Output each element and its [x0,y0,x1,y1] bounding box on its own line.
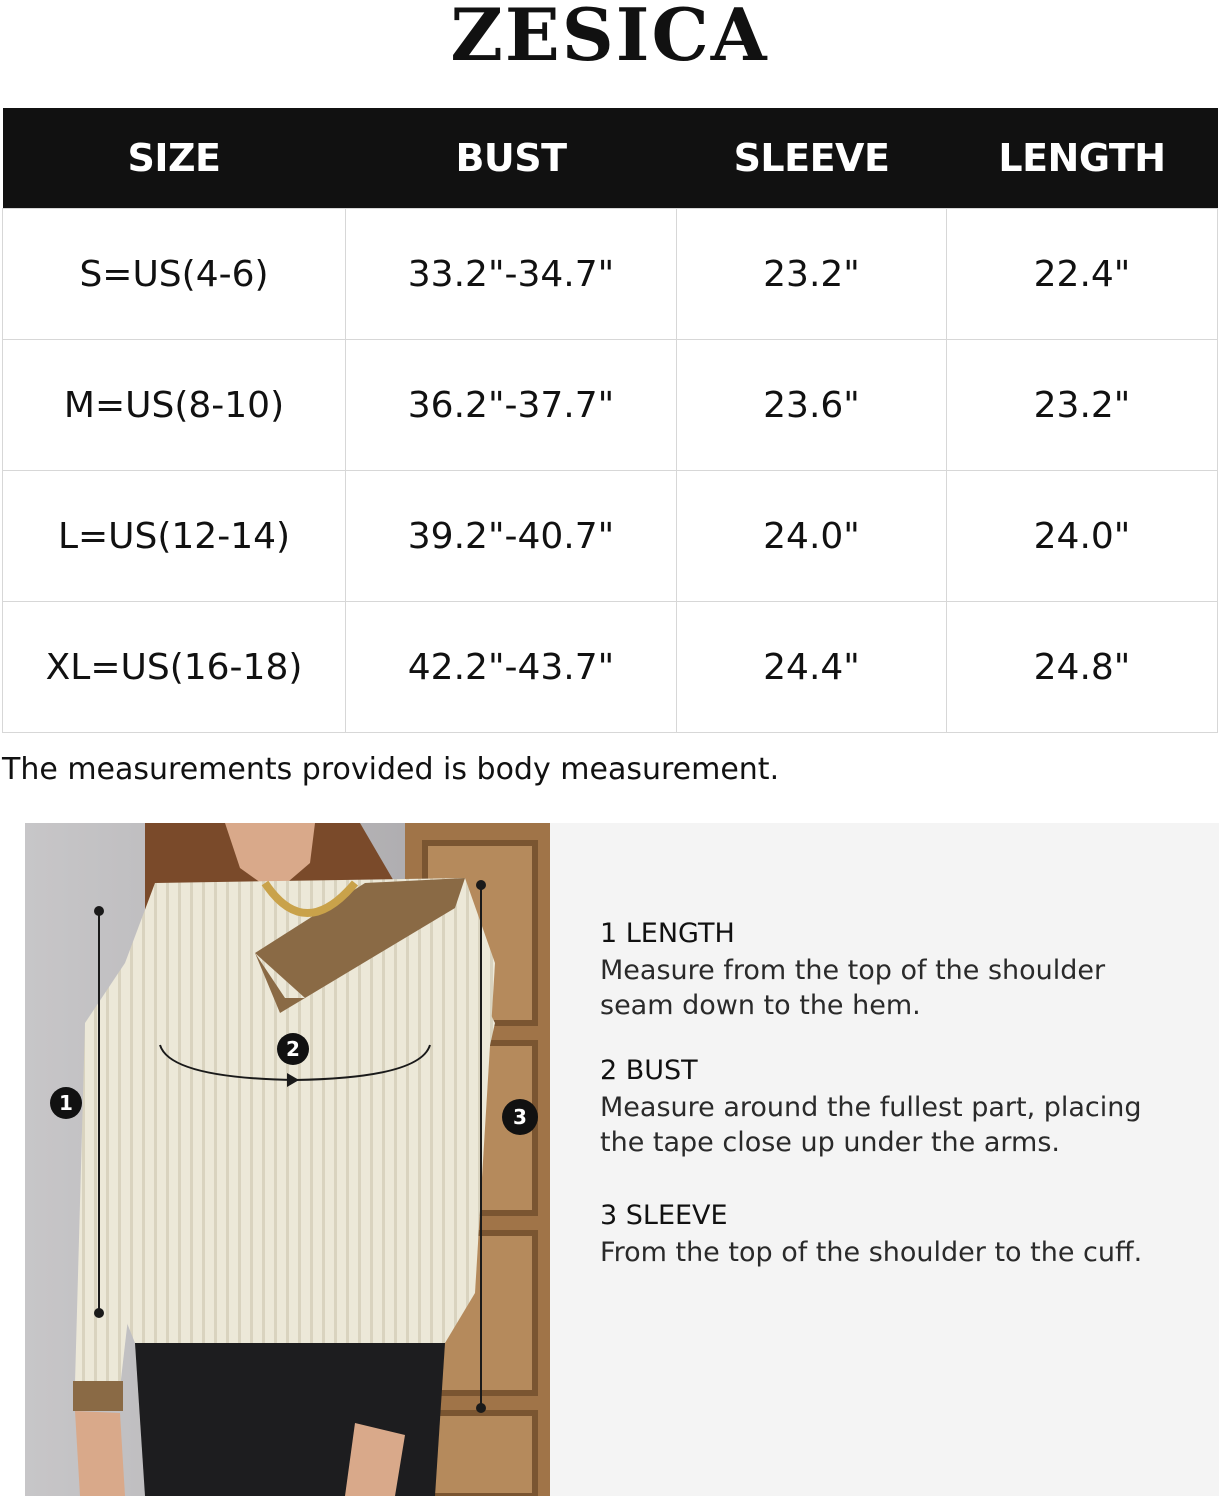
cell-length: 22.4" [947,209,1218,340]
guide-bust-title: 2 BUST [600,1055,698,1086]
cell-sleeve: 24.0" [677,471,947,602]
svg-text:1: 1 [59,1091,73,1115]
brand-logo: ZESICA [450,0,769,77]
guide-length [600,918,1200,1023]
marker-2 [277,1033,309,1065]
marker-3 [502,1099,538,1135]
guide-sleeve-desc: From the top of the shoulder to the cuff. [600,1237,1143,1268]
cell-length: 24.8" [947,602,1218,733]
cell-size: XL=US(16-18) [3,602,346,733]
guide-length-desc: Measure from the top of the shoulder [600,955,1106,986]
size-chart-table [2,108,1218,733]
cell-size: S=US(4-6) [3,209,346,340]
guide-length-title: 1 LENGTH [600,918,735,949]
cell-bust: 33.2"-34.7" [346,209,677,340]
left-cuff [73,1381,123,1411]
header-sleeve: SLEEVE [677,108,947,209]
measurement-guide-panel [550,823,1219,1496]
guide-bust-desc: the tape close up under the arms. [600,1127,1060,1158]
cell-bust: 42.2"-43.7" [346,602,677,733]
guide-bust-desc: Measure around the fullest part, placing [600,1092,1142,1123]
header-length: LENGTH [947,108,1218,209]
measurement-note: The measurements provided is body measurement. [2,752,780,787]
header-bust: BUST [346,108,677,209]
marker-1 [50,1087,82,1119]
model-photo [25,823,550,1496]
table-row [3,340,1218,471]
cell-length: 24.0" [947,471,1218,602]
cell-size: M=US(8-10) [3,340,346,471]
guide-bust [600,1055,1200,1160]
cell-sleeve: 24.4" [677,602,947,733]
cell-size: L=US(12-14) [3,471,346,602]
table-row [3,209,1218,340]
table-row [3,602,1218,733]
cell-bust: 39.2"-40.7" [346,471,677,602]
table-row [3,471,1218,602]
cell-length: 23.2" [947,340,1218,471]
guide-length-desc: seam down to the hem. [600,990,921,1021]
svg-text:2: 2 [286,1037,300,1061]
guide-sleeve-title: 3 SLEEVE [600,1200,728,1231]
cell-sleeve: 23.2" [677,209,947,340]
header-size: SIZE [3,108,346,209]
table-header-row [3,108,1218,209]
cell-sleeve: 23.6" [677,340,947,471]
guide-sleeve [600,1200,1200,1270]
cell-bust: 36.2"-37.7" [346,340,677,471]
svg-text:3: 3 [513,1105,527,1129]
